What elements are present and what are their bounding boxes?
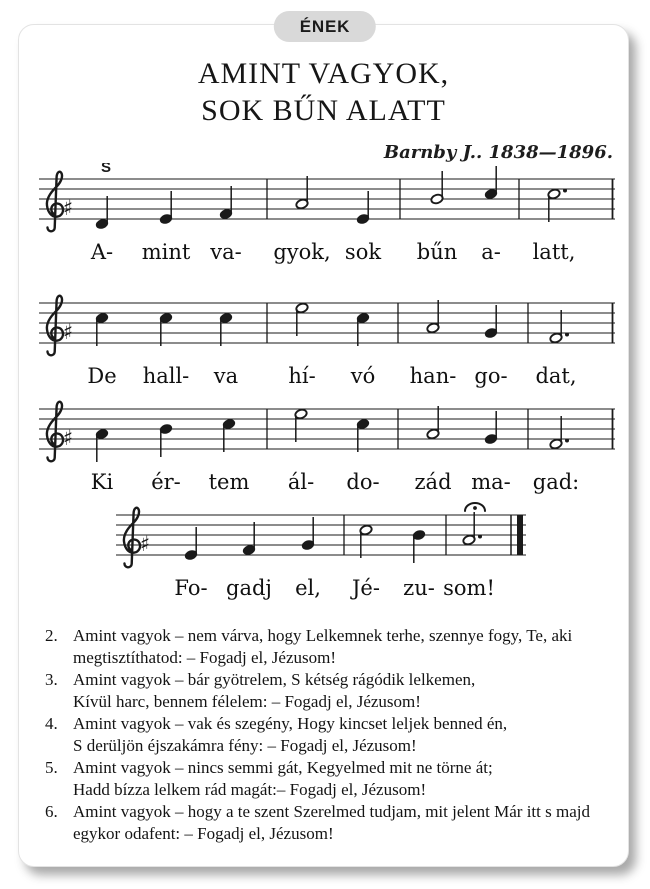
verse-item: [45, 669, 605, 713]
lyric-syllable: go-: [474, 364, 508, 388]
treble-clef-icon: [124, 508, 140, 568]
staff-system-1: [39, 163, 615, 269]
verse-number: 6.: [45, 802, 58, 821]
staff-system-2: [39, 287, 615, 393]
verse-line: S derüljön éjszakámra fény: – Fogadj el, Jézusom!: [73, 736, 417, 755]
verse-number: 4.: [45, 714, 58, 733]
lyric-syllable: a-: [481, 240, 501, 264]
lyric-syllable: latt,: [532, 240, 576, 264]
verse-text: [73, 801, 605, 845]
lyric-syllable: hall-: [142, 364, 190, 388]
lyric-syllable: Fo-: [174, 576, 208, 600]
lyric-syllable: do-: [346, 470, 380, 494]
lyric-syllable: dat,: [535, 364, 577, 388]
verse-text: [73, 625, 605, 669]
lyric-syllable: mint: [141, 240, 191, 264]
verse-line: Amint vagyok – hogy a te szent Szerelmed tudjam, mit jelent Már itt s majd: [73, 802, 590, 821]
treble-clef-icon: [47, 402, 63, 462]
verse-number: 2.: [45, 626, 58, 645]
lyric-syllable: va-: [210, 240, 242, 264]
lyric-syllable: ma-: [471, 470, 511, 494]
lyric-syllable: va: [213, 364, 239, 388]
composer-credit: Barnby J.. 1838—1896.: [383, 142, 613, 163]
verse-text: [73, 669, 605, 713]
verse-number: 3.: [45, 670, 58, 689]
verse-list: [45, 625, 605, 845]
lyric-syllable: A-: [90, 240, 114, 264]
music-staff-1: [39, 163, 615, 269]
music-staff-2: [39, 287, 615, 393]
hymn-title-line-2: SOK BŰN ALATT: [201, 94, 446, 127]
lyric-syllable: zád: [414, 470, 452, 494]
augmentation-dot: [563, 189, 567, 193]
section-badge: ÉNEK: [274, 11, 376, 42]
lyric-syllable: som!: [443, 576, 495, 600]
music-staff-4: [116, 499, 526, 605]
verse-text: [73, 757, 605, 801]
final-barline-thick: [517, 515, 523, 555]
hymn-title: [19, 55, 628, 129]
verse-number: 5.: [45, 758, 58, 777]
verse-item: [45, 625, 605, 669]
lyric-syllable: gad:: [532, 470, 580, 494]
staff-system-4: [116, 499, 526, 605]
voice-label: S: [101, 163, 112, 176]
lyric-syllable: bűn: [416, 240, 458, 264]
lyric-syllable: el,: [295, 576, 321, 600]
lyric-syllable: Jé-: [352, 576, 380, 600]
key-signature-sharp: ♯: [63, 320, 74, 344]
lyric-syllable: ér-: [151, 470, 181, 494]
augmentation-dot: [478, 535, 482, 539]
lyric-syllable: sok: [344, 240, 382, 264]
fermata-dot: [473, 506, 477, 510]
lyric-syllable: vó: [350, 364, 376, 388]
verse-line: Amint vagyok – vak és szegény, Hogy kincset leljek benned én,: [73, 714, 508, 733]
music-staff-3: [39, 393, 615, 499]
verse-line: Kívül harc, bennem félelem: – Fogadj el, Jézusom!: [73, 692, 421, 711]
verse-item: [45, 801, 605, 845]
verse-line: Amint vagyok – bár gyötrelem, S kétség rágódik lelkemen,: [73, 670, 476, 689]
verse-line: megtisztíthatod: – Fogadj el, Jézusom!: [73, 648, 336, 667]
verse-line: Amint vagyok – nem várva, hogy Lelkemnek terhe, szennye fogy, Te, aki: [73, 626, 573, 645]
lyric-syllable: gyok,: [273, 240, 331, 264]
lyric-syllable: zu-: [403, 576, 435, 600]
treble-clef-icon: [47, 172, 63, 232]
verse-line: Hadd bízza lelkem rád magát:– Fogadj el, Jézusom!: [73, 780, 427, 799]
lyric-syllable: De: [87, 364, 117, 388]
augmentation-dot: [565, 333, 569, 337]
treble-clef-icon: [47, 296, 63, 356]
lyric-syllable: Ki: [90, 470, 114, 494]
key-signature-sharp: ♯: [63, 426, 74, 450]
hymn-page-card: [18, 24, 629, 867]
key-signature-sharp: ♯: [140, 532, 151, 556]
key-signature-sharp: ♯: [63, 196, 74, 220]
lyric-syllable: gadj: [226, 576, 272, 600]
lyric-syllable: han-: [409, 364, 457, 388]
staff-system-3: [39, 393, 615, 499]
verse-item: [45, 757, 605, 801]
lyric-syllable: tem: [208, 470, 250, 494]
augmentation-dot: [565, 439, 569, 443]
verse-item: [45, 713, 605, 757]
verse-text: [73, 713, 605, 757]
lyric-syllable: hí-: [288, 364, 316, 388]
verse-line: egykor odafent: – Fogadj el, Jézusom!: [73, 824, 334, 843]
verse-line: Amint vagyok – nincs semmi gát, Kegyelmed mit ne törne át;: [73, 758, 493, 777]
lyric-syllable: ál-: [287, 470, 315, 494]
hymn-title-line-1: AMINT VAGYOK,: [197, 57, 450, 90]
